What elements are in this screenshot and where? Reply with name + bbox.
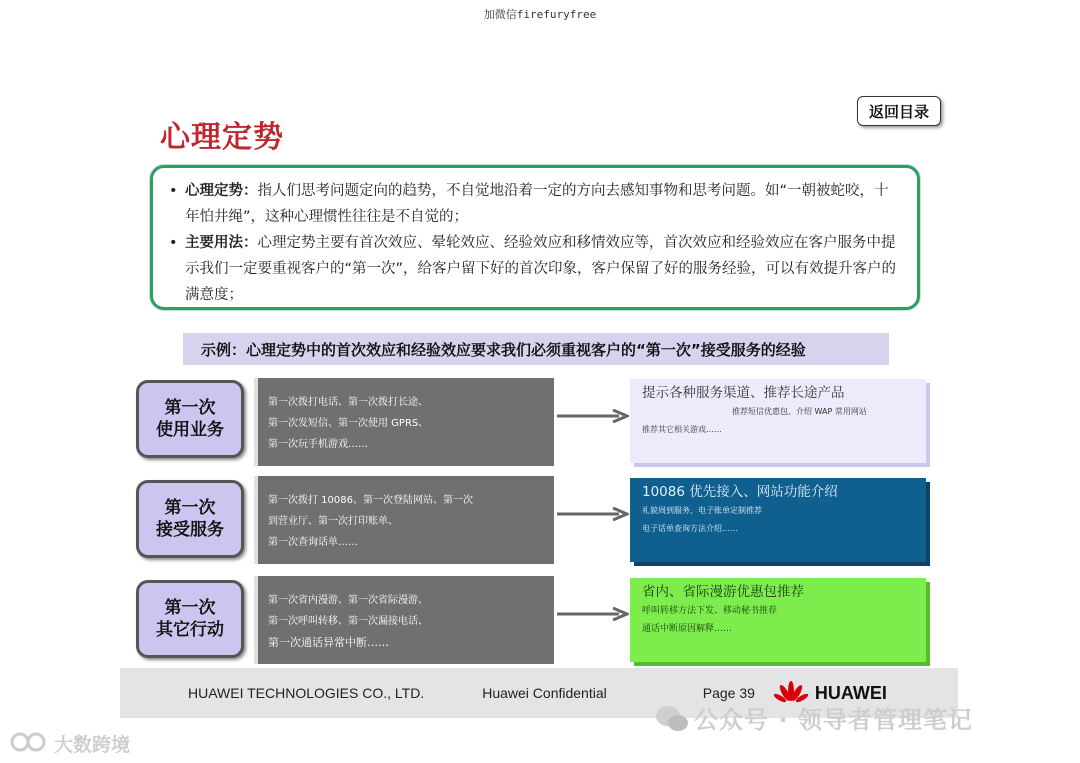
watermark-official-account: 公众号 · 领导者管理笔记 xyxy=(694,706,973,734)
usage-text: 心理定势主要有首次效应、晕轮效应、经验效应和移情效应等，首次效应和经验效应在客户服务中提示我们一定要重视客户的“第一次”，给客户留下好的首次印象，客户保留了好的服务经验，可以有效提升客户的满意度； xyxy=(185,235,897,303)
usage-paragraph xyxy=(167,230,901,308)
situation-line: 到营业厅、第一次打印账单、 xyxy=(268,516,398,527)
wechat-icon xyxy=(654,704,690,738)
row-label-first-service[interactable]: 第一次 接受服务 xyxy=(136,480,244,558)
action-line: 电子话单查询方法介绍…… xyxy=(642,524,738,533)
situation-line: 第一次呼叫转移、第一次漏接电话、 xyxy=(268,616,428,627)
situation-line: 第一次拨打电话、第一次拨打长途、 xyxy=(268,397,428,408)
situation-line: 第一次拨打 10086、第一次登陆网站、第一次 xyxy=(268,495,473,506)
situation-line: 第一次通话异常中断…… xyxy=(268,636,389,649)
definition-paragraph xyxy=(167,178,901,230)
footer-page-number: Page 39 xyxy=(702,685,755,701)
action-heading: 省内、省际漫游优惠包推荐 xyxy=(642,584,804,600)
row-label-first-other-action[interactable]: 第一次 其它行动 xyxy=(136,580,244,658)
situation-line: 第一次发短信、第一次使用 GPRS、 xyxy=(268,418,429,429)
footer-confidential: Huawei Confidential xyxy=(482,685,607,701)
watermark-brand: 大数跨境 xyxy=(54,734,131,756)
definition-box xyxy=(150,165,920,310)
situation-line: 第一次玩手机游戏…… xyxy=(268,439,368,450)
first-use-situations xyxy=(254,378,554,466)
first-use-actions xyxy=(630,379,926,463)
arrow-right-icon xyxy=(557,409,629,423)
footer-brand: HUAWEI xyxy=(814,682,887,703)
definition-text: 指人们思考问题定向的趋势，不自觉地沿着一定的方向去感知事物和思考问题。如“一朝被蛇咬，十年怕井绳”，这种心理惯性往往是不自觉的； xyxy=(185,183,889,225)
definition-term: 心理定势： xyxy=(185,183,258,199)
row-label-first-use[interactable]: 第一次 使用业务 xyxy=(136,380,244,458)
action-line: 推荐短信优惠包、介绍 WAP 常用网站 xyxy=(732,407,867,416)
back-to-toc-button[interactable]: 返回目录 xyxy=(857,96,941,126)
footer-company: HUAWEI TECHNOLOGIES CO., LTD. xyxy=(188,685,425,701)
situation-line: 第一次查询话单…… xyxy=(268,537,358,548)
situation-line: 第一次省内漫游、第一次省际漫游、 xyxy=(268,595,428,606)
example-banner: 示例：心理定势中的首次效应和经验效应要求我们必须重视客户的“第一次”接受服务的经验 xyxy=(183,333,889,365)
first-service-actions xyxy=(630,478,926,562)
usage-term: 主要用法： xyxy=(185,235,258,251)
arrow-right-icon xyxy=(557,507,629,521)
first-other-action-actions xyxy=(630,578,926,662)
action-line: 推荐其它相关游戏…… xyxy=(642,425,722,434)
slide-title: 心理定势 xyxy=(160,120,284,155)
arrow-right-icon xyxy=(557,607,629,621)
first-service-situations xyxy=(254,476,554,564)
logo-mark-icon xyxy=(10,730,50,758)
action-line: 礼貌周到服务、电子账单定制推荐 xyxy=(642,506,762,515)
action-line: 呼叫转移方法下发、移动秘书推荐 xyxy=(642,606,778,616)
top-note: 加微信firefuryfree xyxy=(483,8,597,21)
first-other-action-situations xyxy=(254,576,554,664)
action-heading: 提示各种服务渠道、推荐长途产品 xyxy=(642,385,845,401)
action-line: 通话中断原因解释…… xyxy=(642,624,733,634)
action-heading: 10086 优先接入、网站功能介绍 xyxy=(642,484,838,500)
